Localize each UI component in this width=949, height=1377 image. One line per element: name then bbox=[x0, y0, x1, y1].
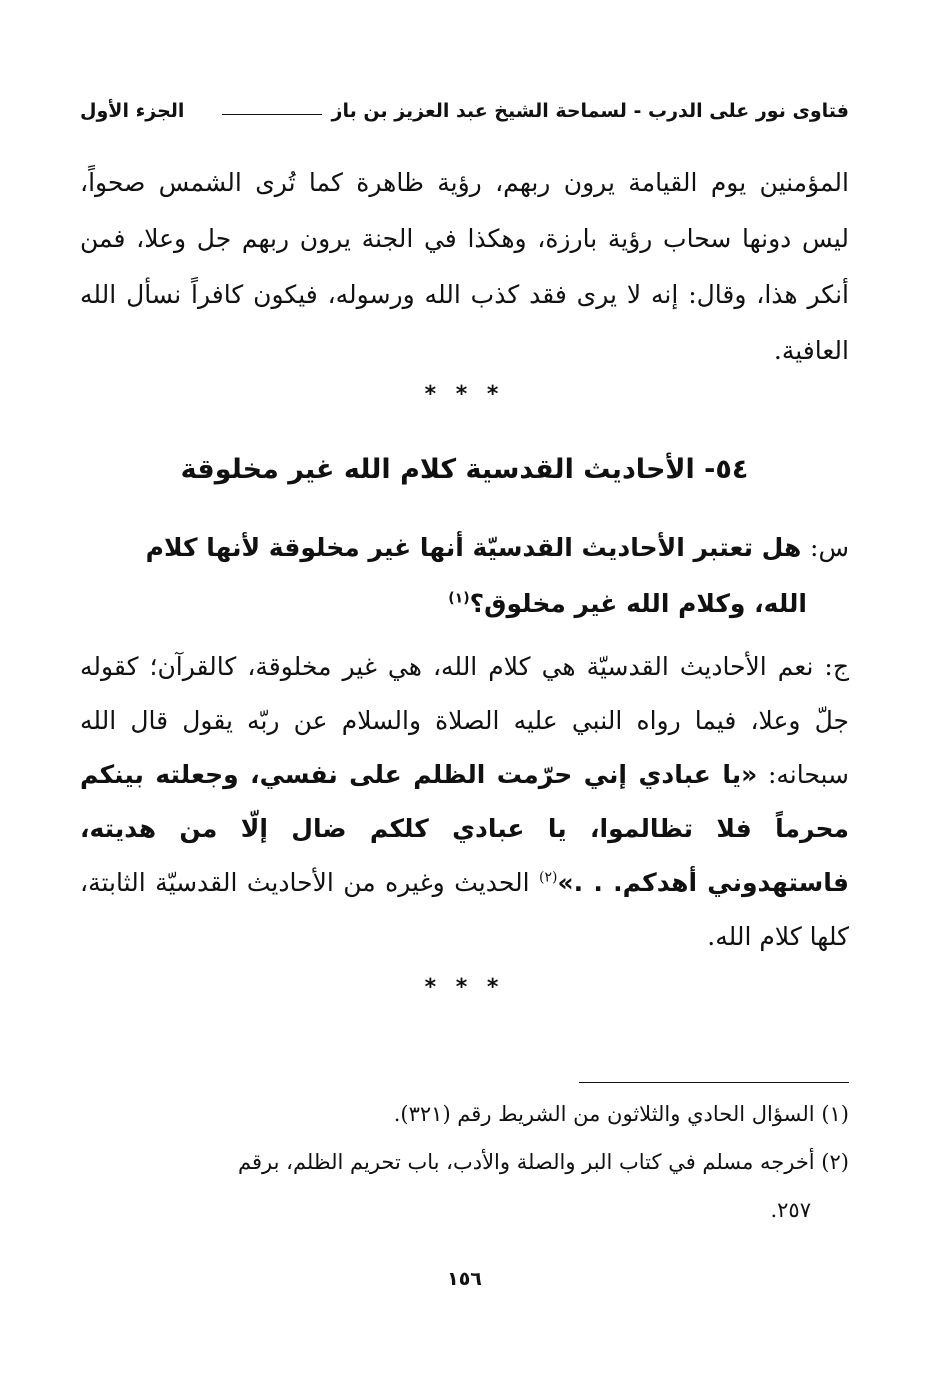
intro-paragraph: المؤمنين يوم القيامة يرون ربهم، رؤية ظاهرة كما تُرى الشمس صحواً، ليس دونها سحاب رؤية بارزة، وهكذا في الجنة يرون ربهم جل وعلا، فمن أنكر هذا، وقال: إنه لا يرى فقد كذب الله ورسوله، فيكون كافراً نسأل الله العافية. bbox=[80, 168, 849, 365]
question-footnote-mark: (١) bbox=[448, 590, 470, 607]
header-title-group bbox=[222, 100, 849, 122]
footnote-2-text: (٢) أخرجه مسلم في كتاب البر والصلة والأدب، باب تحريم الظلم، برقم bbox=[238, 1150, 849, 1174]
section-separator-bottom: * * * bbox=[424, 975, 505, 1000]
footnotes bbox=[80, 1090, 849, 1234]
footnote-2-continuation: ٢٥٧. bbox=[770, 1198, 811, 1222]
question-text-line-1: هل تعتبر الأحاديث القدسيّة أنها غير مخلوقة لأنها كلام bbox=[145, 533, 802, 562]
footnote-divider bbox=[579, 1082, 849, 1083]
question-line-2 bbox=[80, 576, 849, 632]
hadith-quote: «يا عبادي إني حرّمت الظلم على نفسي، وجعلته بينكم محرماً فلا تظالموا، يا عبادي كلكم ضال إلّا من هديته، فاستهدوني أهدكم. . .» bbox=[80, 760, 850, 897]
answer-paragraph bbox=[80, 640, 849, 964]
answer-intro: ج: نعم الأحاديث القدسيّة هي كلام الله، هي غير مخلوقة، كالقرآن؛ كقوله جلّ وعلا، فيما رواه النبي عليه الصلاة والسلام عن ربّه يقول قال الله سبحانه: bbox=[80, 652, 849, 789]
section-separator-top: * * * bbox=[424, 382, 505, 407]
header-rule bbox=[222, 114, 322, 115]
answer-footnote-mark: (٢) bbox=[539, 869, 558, 886]
question-label: س: bbox=[810, 533, 849, 562]
running-header bbox=[80, 92, 849, 122]
footnote-2 bbox=[80, 1138, 849, 1234]
question-line-1 bbox=[80, 520, 849, 576]
footnote-1: (١) السؤال الحادي والثلاثون من الشريط رقم (٣٢١). bbox=[393, 1102, 849, 1126]
header-book-title: فتاوى نور على الدرب - لسماحة الشيخ عبد العزيز بن باز bbox=[331, 100, 849, 122]
answer-outro: الحديث وغيره من الأحاديث القدسيّة الثابتة، كلها كلام الله. bbox=[80, 868, 849, 951]
header-volume: الجزء الأول bbox=[80, 100, 185, 122]
section-heading: ٥٤- الأحاديث القدسية كلام الله غير مخلوقة bbox=[180, 454, 749, 485]
page-number: ١٥٦ bbox=[447, 1268, 482, 1290]
question-text-line-2: الله، وكلام الله غير مخلوق؟ bbox=[469, 589, 807, 618]
book-page bbox=[80, 0, 849, 1377]
question-block bbox=[80, 520, 849, 632]
